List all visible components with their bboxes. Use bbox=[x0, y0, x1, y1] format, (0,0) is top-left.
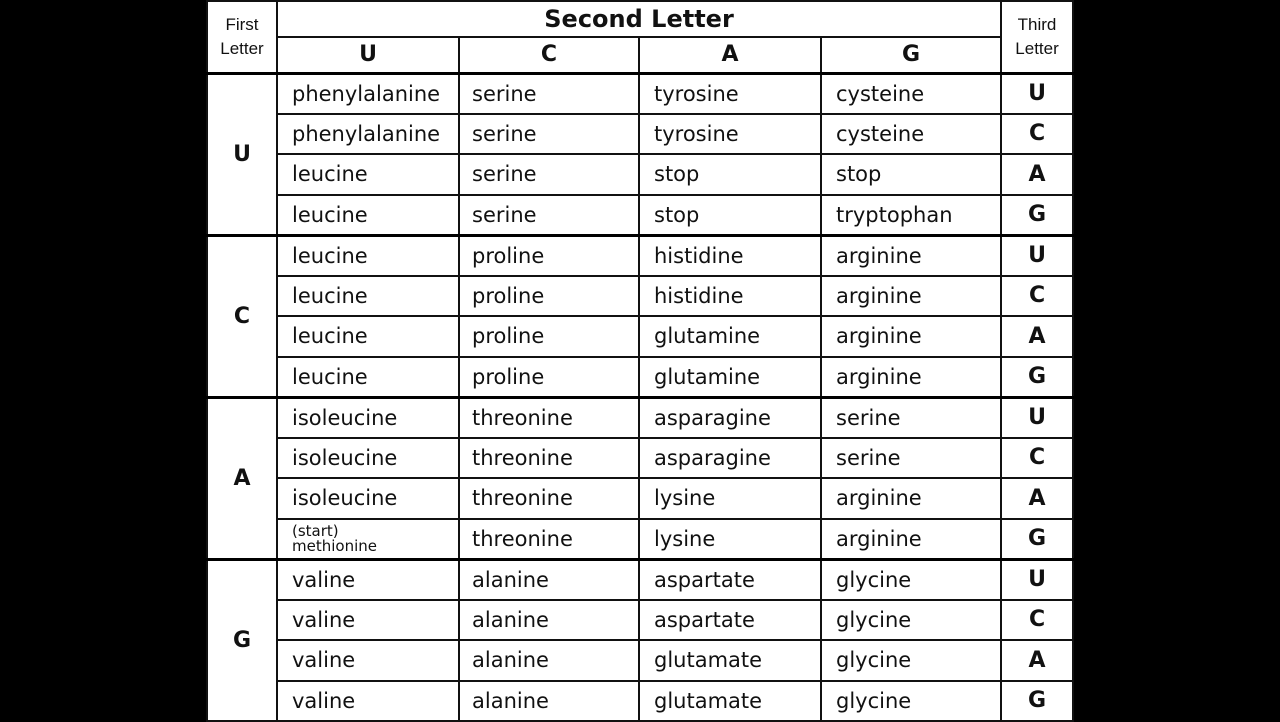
first-letter-u: U bbox=[207, 73, 277, 235]
amino-acid-cell: glutamate bbox=[639, 681, 821, 722]
second-letter-u: U bbox=[277, 37, 459, 73]
second-letter-c: C bbox=[459, 37, 639, 73]
second-letter-a: A bbox=[639, 37, 821, 73]
codon-chart bbox=[206, 0, 1072, 720]
amino-acid-cell: arginine bbox=[821, 519, 1001, 560]
amino-acid-cell: histidine bbox=[639, 276, 821, 317]
third-letter-c: C bbox=[1001, 600, 1073, 641]
amino-acid-cell: lysine bbox=[639, 519, 821, 560]
amino-acid-cell: threonine bbox=[459, 438, 639, 479]
table-row bbox=[207, 438, 1073, 479]
amino-acid-cell: alanine bbox=[459, 681, 639, 722]
start-note: (start) bbox=[292, 521, 339, 540]
first-letter-header: First Letter bbox=[207, 1, 277, 73]
amino-acid-cell: cysteine bbox=[821, 114, 1001, 155]
table-row bbox=[207, 519, 1073, 560]
table-row bbox=[207, 640, 1073, 681]
table-row bbox=[207, 235, 1073, 276]
amino-acid-cell: valine bbox=[277, 559, 459, 600]
second-letter-header: Second Letter bbox=[277, 1, 1001, 37]
amino-acid-cell: glycine bbox=[821, 681, 1001, 722]
amino-acid-cell: arginine bbox=[821, 478, 1001, 519]
third-letter-g: G bbox=[1001, 195, 1073, 236]
third-letter-g: G bbox=[1001, 519, 1073, 560]
amino-acid-cell: isoleucine bbox=[277, 438, 459, 479]
amino-acid-cell: asparagine bbox=[639, 397, 821, 438]
amino-acid-cell: stop bbox=[821, 154, 1001, 195]
table-row bbox=[207, 478, 1073, 519]
table-row bbox=[207, 397, 1073, 438]
table-row bbox=[207, 316, 1073, 357]
table-row bbox=[207, 357, 1073, 398]
amino-acid-cell: glutamine bbox=[639, 316, 821, 357]
amino-acid-cell: isoleucine bbox=[277, 478, 459, 519]
table-row bbox=[207, 154, 1073, 195]
amino-acid-cell: alanine bbox=[459, 559, 639, 600]
amino-acid-cell: histidine bbox=[639, 235, 821, 276]
third-letter-u: U bbox=[1001, 73, 1073, 114]
amino-acid-cell: proline bbox=[459, 357, 639, 398]
amino-acid-cell: arginine bbox=[821, 316, 1001, 357]
first-letter-a: A bbox=[207, 397, 277, 559]
table-row bbox=[207, 600, 1073, 641]
third-letter-g: G bbox=[1001, 681, 1073, 722]
third-letter-a: A bbox=[1001, 640, 1073, 681]
amino-acid-cell: serine bbox=[459, 114, 639, 155]
amino-acid-cell: alanine bbox=[459, 640, 639, 681]
amino-acid-cell: serine bbox=[459, 154, 639, 195]
third-letter-g: G bbox=[1001, 357, 1073, 398]
second-letter-g: G bbox=[821, 37, 1001, 73]
amino-acid-cell: glutamine bbox=[639, 357, 821, 398]
amino-acid-cell: stop bbox=[639, 195, 821, 236]
table-row bbox=[207, 681, 1073, 722]
amino-acid-cell: arginine bbox=[821, 276, 1001, 317]
amino-acid-cell: cysteine bbox=[821, 73, 1001, 114]
third-letter-c: C bbox=[1001, 276, 1073, 317]
third-letter-a: A bbox=[1001, 154, 1073, 195]
amino-acid-cell: leucine bbox=[277, 235, 459, 276]
table-row bbox=[207, 559, 1073, 600]
amino-acid-cell: glutamate bbox=[639, 640, 821, 681]
table-row bbox=[207, 73, 1073, 114]
amino-acid-cell: threonine bbox=[459, 519, 639, 560]
third-letter-a: A bbox=[1001, 478, 1073, 519]
amino-acid-cell: arginine bbox=[821, 357, 1001, 398]
third-letter-c: C bbox=[1001, 114, 1073, 155]
third-letter-c: C bbox=[1001, 438, 1073, 479]
amino-acid-cell: proline bbox=[459, 276, 639, 317]
amino-acid-cell bbox=[277, 519, 459, 560]
amino-acid-cell: isoleucine bbox=[277, 397, 459, 438]
amino-acid-cell: serine bbox=[821, 438, 1001, 479]
amino-acid-cell: proline bbox=[459, 235, 639, 276]
amino-acid-cell: alanine bbox=[459, 600, 639, 641]
table-row bbox=[207, 276, 1073, 317]
third-letter-u: U bbox=[1001, 235, 1073, 276]
amino-acid-cell: leucine bbox=[277, 357, 459, 398]
amino-acid-cell: serine bbox=[459, 73, 639, 114]
amino-acid-cell: serine bbox=[821, 397, 1001, 438]
table-row bbox=[207, 195, 1073, 236]
amino-acid-cell: asparagine bbox=[639, 438, 821, 479]
start-amino-acid: methionine bbox=[292, 536, 377, 555]
amino-acid-cell: tyrosine bbox=[639, 114, 821, 155]
first-letter-g: G bbox=[207, 559, 277, 721]
amino-acid-cell: leucine bbox=[277, 154, 459, 195]
table-row bbox=[207, 114, 1073, 155]
amino-acid-cell: valine bbox=[277, 681, 459, 722]
genetic-code-table bbox=[206, 0, 1074, 722]
amino-acid-cell: serine bbox=[459, 195, 639, 236]
third-letter-a: A bbox=[1001, 316, 1073, 357]
third-letter-u: U bbox=[1001, 559, 1073, 600]
amino-acid-cell: aspartate bbox=[639, 559, 821, 600]
amino-acid-cell: leucine bbox=[277, 276, 459, 317]
amino-acid-cell: glycine bbox=[821, 559, 1001, 600]
amino-acid-cell: valine bbox=[277, 640, 459, 681]
amino-acid-cell: phenylalanine bbox=[277, 114, 459, 155]
amino-acid-cell: aspartate bbox=[639, 600, 821, 641]
amino-acid-cell: phenylalanine bbox=[277, 73, 459, 114]
amino-acid-cell: threonine bbox=[459, 478, 639, 519]
amino-acid-cell: arginine bbox=[821, 235, 1001, 276]
amino-acid-cell: valine bbox=[277, 600, 459, 641]
amino-acid-cell: glycine bbox=[821, 640, 1001, 681]
amino-acid-cell: lysine bbox=[639, 478, 821, 519]
amino-acid-cell: stop bbox=[639, 154, 821, 195]
start-methionine-label bbox=[292, 521, 377, 555]
amino-acid-cell: tryptophan bbox=[821, 195, 1001, 236]
first-letter-c: C bbox=[207, 235, 277, 397]
amino-acid-cell: glycine bbox=[821, 600, 1001, 641]
amino-acid-cell: leucine bbox=[277, 195, 459, 236]
third-letter-header: Third Letter bbox=[1001, 1, 1073, 73]
amino-acid-cell: threonine bbox=[459, 397, 639, 438]
amino-acid-cell: tyrosine bbox=[639, 73, 821, 114]
amino-acid-cell: leucine bbox=[277, 316, 459, 357]
amino-acid-cell: proline bbox=[459, 316, 639, 357]
third-letter-u: U bbox=[1001, 397, 1073, 438]
